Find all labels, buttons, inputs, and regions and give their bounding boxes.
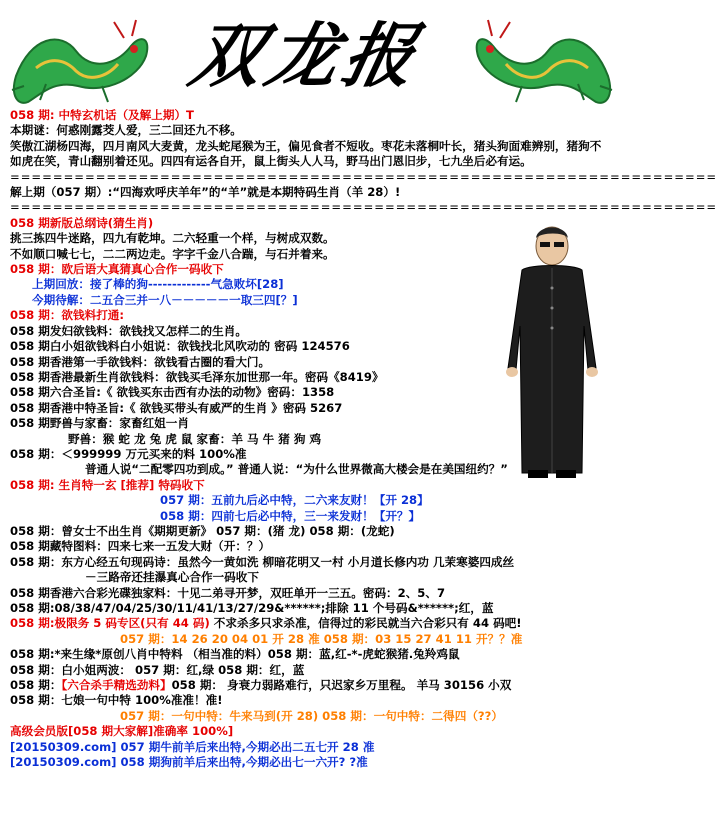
- text-line: [10, 724, 610, 739]
- text-line: [10, 139, 610, 170]
- text-line: [10, 401, 490, 416]
- text-segment: 普通人说“二配零四功到成。” 普通人说：“为什么世界微高大楼会是在美国纽约？”: [85, 462, 508, 477]
- text-line: [10, 200, 717, 215]
- text-line: [10, 416, 490, 431]
- text-segment: 058 期香港最新生肖欲钱料：欲钱买毛泽东加世那一年。密码《8419》: [10, 369, 384, 384]
- text-segment: 058 期: 生肖特一玄 [推荐] 特码收下: [10, 477, 205, 492]
- text-segment: 【六合杀手精选劲料】: [61, 678, 172, 693]
- text-segment: 058 期：四前七后必中特，三一来发财！【开？】: [160, 508, 421, 523]
- text-segment: 今期待解：二五合三并一八－－－－－一取三四[？]: [32, 292, 298, 307]
- text-line: [10, 339, 490, 354]
- text-line: [10, 647, 610, 662]
- text-segment: 挑三拣四牛迷路，四九有乾坤。二六轻重一个样，与树成双数。: [10, 231, 335, 246]
- text-segment: 058 期：七娘一句中特 100%准准！准!: [10, 693, 223, 708]
- text-segment: 058 期香港第一手欲钱料：欲钱看古圈的看大门。: [10, 354, 271, 369]
- text-line: [10, 709, 610, 724]
- text-segment: 解上期（057 期）:“四海欢呼庆羊年”的“羊”就是本期特码生肖（羊 28）!: [10, 185, 401, 200]
- text-segment: 057 期：14 26 20 04 01 开 28 准: [120, 631, 320, 646]
- text-line: [10, 247, 490, 262]
- text-segment: 057 期：五前九后必中特，二六来友财！【开 28】: [160, 493, 429, 508]
- text-line: [10, 293, 512, 308]
- text-line: [10, 478, 490, 493]
- text-segment: 058 期：欲钱料打通:: [10, 308, 125, 323]
- text-segment: 058 期：＜999999 万元买来的料 100%准: [10, 446, 247, 461]
- text-segment: 058 期野兽与家畜：家畜红姐一肖: [10, 416, 189, 431]
- text-segment: [20150309.com] 058 期狗前羊后来出特,今期必出七一六开? ?准: [10, 755, 368, 770]
- text-segment: 058 期： 身衰力弱路难行，只迟家乡万里程。 羊马 30156 小双: [171, 678, 512, 693]
- text-segment: 058 期：: [10, 678, 62, 693]
- text-segment: 058 期:: [10, 616, 55, 631]
- text-segment: 058 期香港六合彩光碟独家料：十见二弟寻开梦，双旺单开一三五。密码：2、5、7: [10, 585, 446, 600]
- text-segment: 欧后语大真猜真心合作一码收下: [61, 262, 224, 277]
- text-segment: 058 期：: [10, 262, 62, 277]
- text-segment: 中特玄机话（及解上期）T: [54, 108, 194, 122]
- text-segment: ==================================================================: [10, 200, 717, 215]
- text-line: [10, 216, 490, 231]
- text-segment: 058 期：东方心经五句现码诗：虽然今一黄如洗 柳暗花明又一村 小月道长修内功 几茉寒婆四成丝: [10, 554, 515, 569]
- text-line: [10, 663, 610, 678]
- text-line: [10, 462, 565, 477]
- text-line: [10, 385, 490, 400]
- text-segment: 058 期白小姐欲钱料白小姐说：欲钱找北风吹动的 密码 124576: [10, 339, 350, 354]
- dragon-left-icon: [6, 16, 156, 108]
- text-line: [10, 509, 610, 524]
- text-segment: 058 期：白小姐两波： 057 期：红,绿 058 期：红，蓝: [10, 662, 305, 677]
- text-line: [10, 570, 610, 585]
- text-segment: 058 期藏特图料：四来七来一五发大财（开：？）: [10, 539, 271, 554]
- text-segment: 野兽：猴 蛇 龙 兔 虎 鼠 家畜：羊 马 牛 猪 狗 鸡: [68, 431, 322, 446]
- text-segment: 极限务 5 码专区(只有 44 码): [54, 616, 210, 631]
- text-line: [10, 740, 610, 755]
- text-line: [10, 370, 490, 385]
- text-line: [10, 755, 610, 770]
- text-segment: 058 期新版总纲诗(猜生肖): [10, 215, 154, 230]
- text-segment: 笑傲江湖杨四海，四月南风大麦黄，龙头蛇尾猴为王，偏见食者不短收。枣花未落桐叶长，猪头狗面难辨别，猪狗不如虎在笑，青山翻别着还见。四四有运各自开，鼠上街头人人马，野马出门恩旧步，七九坐后必有运。: [10, 138, 602, 169]
- text-segment: 本期谜：何惑刚露茭人爱，三二回还九不移。: [10, 123, 242, 138]
- text-line: [10, 355, 490, 370]
- text-line: [10, 693, 610, 708]
- text-line: [10, 262, 490, 277]
- text-line: [10, 308, 490, 323]
- text-line: [10, 277, 512, 292]
- text-segment: 上期回放：接了棒的狗-------------气急败坏[28]: [32, 277, 284, 292]
- text-line: [10, 493, 610, 508]
- text-segment: 不求杀多只求杀准，信得过的彩民就当六合彩只有 44 码吧!: [209, 616, 522, 631]
- text-line: [10, 678, 610, 693]
- text-segment: －三路帝还挂瀑真心合作一码收下: [85, 570, 259, 585]
- text-line: [10, 324, 490, 339]
- text-line: [10, 231, 490, 246]
- text-segment: 058 期:*来生缘*原创八肖中特料 （相当准的料）058 期：蓝,红-*-虎蛇猴猪.兔羚鸡鼠: [10, 647, 460, 662]
- article-body: [10, 108, 717, 770]
- dragon-right-icon: [468, 16, 618, 108]
- text-line: [10, 123, 610, 138]
- text-line: [10, 601, 610, 616]
- text-segment: ==================================================================: [10, 169, 717, 184]
- text-line: [10, 632, 610, 647]
- text-segment: 058 期：曾女士不出生肖《期期更新》 057 期：(猪 龙) 058 期：(龙蛇): [10, 523, 395, 538]
- text-segment: 058 期香港中特圣旨:《 欲钱买带头有威严的生肖 》密码 5267: [10, 400, 343, 415]
- text-line: [10, 539, 610, 554]
- text-segment: [20150309.com] 057 期牛前羊后来出特,今期必出二五七开 28 准: [10, 739, 375, 754]
- text-line: [10, 616, 610, 631]
- text-segment: 058 期六合圣旨:《 欲钱买东击西有办法的动物》密码：1358: [10, 385, 335, 400]
- text-line: [10, 586, 610, 601]
- text-line: [10, 185, 610, 200]
- masthead: [0, 0, 619, 108]
- text-line: [10, 555, 610, 570]
- text-segment: 058 期发妇欲钱料：欲钱找又怎样二的生肖。: [10, 323, 247, 338]
- text-segment: 057 期：一句中特：牛来马到(开 28) 058 期：一句中特：二得四（??）: [120, 708, 503, 723]
- masthead-title: 双龙报: [183, 14, 429, 97]
- text-segment: 058 期:: [10, 108, 55, 122]
- text-segment: 高级会员版[058 期大家解]准确率 100%]: [10, 724, 234, 739]
- text-line: [10, 169, 717, 185]
- text-segment: 058 期:08/38/47/04/25/30/11/41/13/27/29&******;排除 11 个号码&******;红，蓝: [10, 601, 494, 615]
- text-line: [10, 447, 490, 462]
- text-segment: 不如顺口喊七七，二二两边走。字字千金八合踹，与石并着来。: [10, 246, 335, 261]
- text-line: [10, 432, 548, 447]
- text-line: [10, 108, 610, 123]
- text-segment: 058 期：03 15 27 41 11 开？？准: [319, 631, 523, 646]
- text-line: [10, 524, 610, 539]
